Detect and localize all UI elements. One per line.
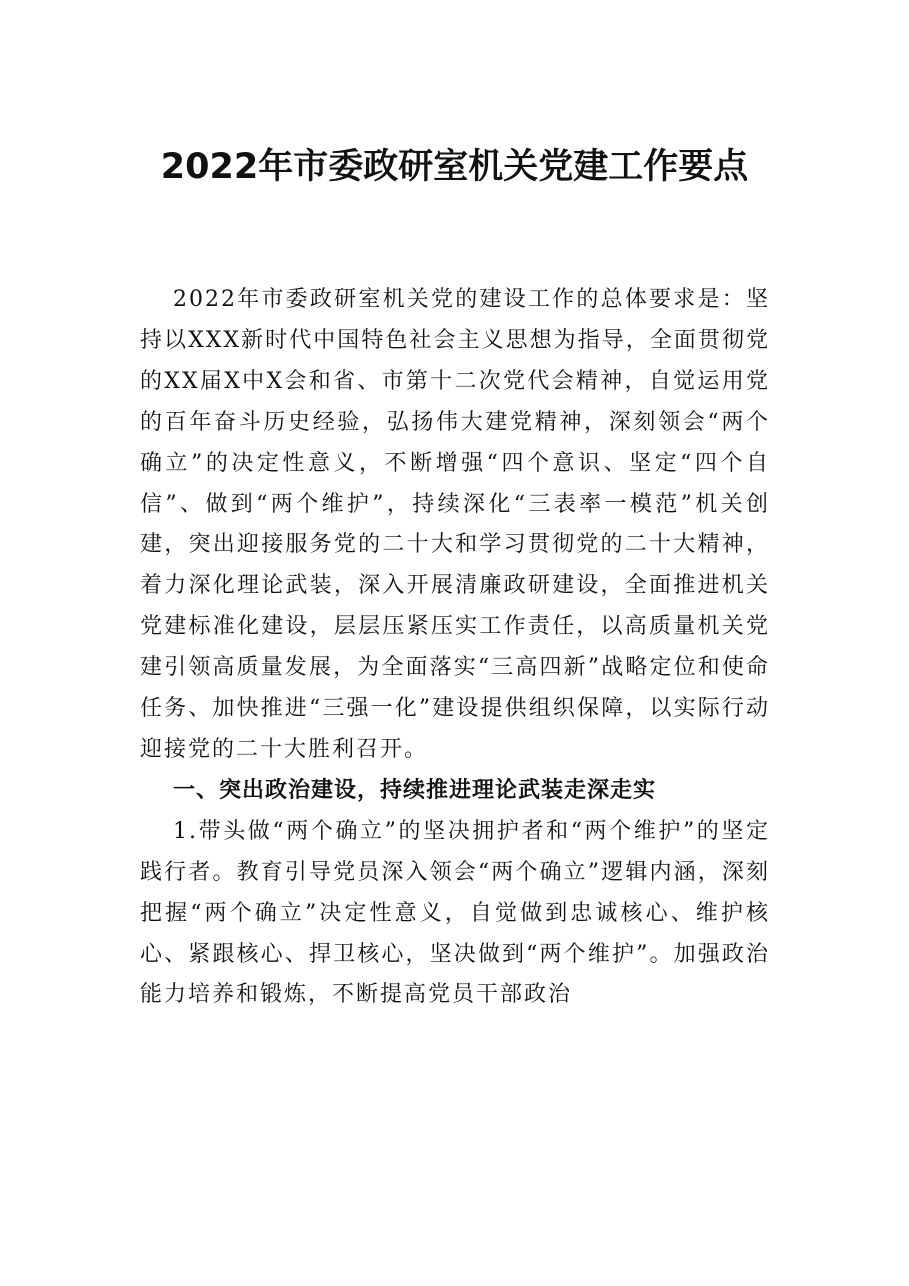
section-1-paragraph-1: 1.带头做“两个确立”的坚决拥护者和“两个维护”的坚定践行者。教育引导党员深入领会“两个确立”逻辑内涵，深刻把握“两个确立”决定性意义，自觉做到忠诚核心、维护核心、紧跟核心、捍卫核心，坚决做到“两个维护”。加强政治能力培养和锻炼，不断提高党员干部政治 <box>140 818 770 1008</box>
document-body <box>140 280 770 1016</box>
document-title: 2022年市委政研室机关党建工作要点 <box>160 147 749 187</box>
section-1-heading: 一、突出政治建设，持续推进理论武装走深走实 <box>173 777 657 803</box>
intro-paragraph: 2022年市委政研室机关党的建设工作的总体要求是：坚持以XXX新时代中国特色社会主义思想为指导，全面贯彻党的XX届X中X会和省、市第十二次党代会精神，自觉运用党的百年奋斗历史经验，弘扬伟大建党精神，深刻领会“两个确立”的决定性意义，不断增强“四个意识、坚定“四个自信”、做到“两个维护”，持续深化“三表率一模范”机关创建，突出迎接服务党的二十大和学习贯彻党的二十大精神，着力深化理论武装，深入开展清廉政研建设，全面推进机关党建标准化建设，层层压紧压实工作责任，以高质量机关党建引领高质量发展，为全面落实“三高四新”战略定位和使命任务、加快推进“三强一化”建设提供组织保障，以实际行动迎接党的二十大胜利召开。 <box>140 287 770 762</box>
